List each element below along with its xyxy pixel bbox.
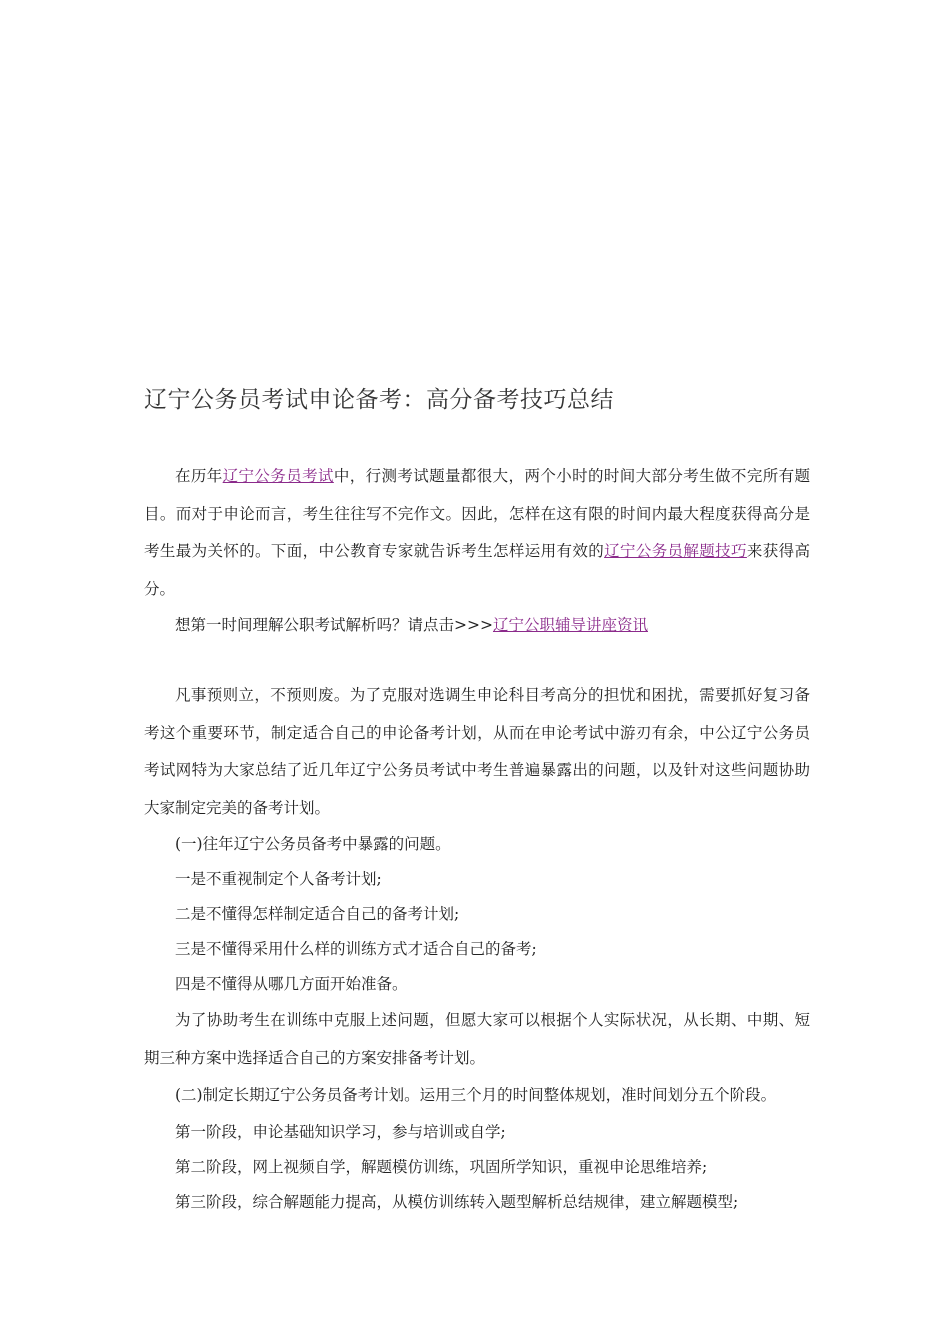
- body-paragraph-1: 凡事预则立，不预则废。为了克服对选调生申论科目考高分的担忧和困扰，需要抓好复习备考这个重要环节，制定适合自己的申论备考计划，从而在申论考试中游刃有余，中公辽宁公务员考试网特为大家总结了近几年辽宁公务员考试中考生普遍暴露出的问题，以及针对这些问题协助大家制定完美的备考计划。: [144, 686, 810, 817]
- stage-item-1: 第一阶段，申论基础知识学习，参与培训或自学;: [175, 1122, 506, 1141]
- section-heading-2: (二)制定长期辽宁公务员备考计划。运用三个月的时间整体规划，准时间划分五个阶段。: [175, 1086, 777, 1104]
- stage-item-2: 第二阶段，网上视频自学，解题模仿训练，巩固所学知识，重视申论思维培养;: [175, 1157, 708, 1176]
- paragraph-gap: [144, 643, 810, 677]
- exam-link[interactable]: 辽宁公务员考试: [222, 467, 334, 485]
- body-paragraph-2: 为了协助考生在训练中克服上述问题，但愿大家可以根据个人实际状况，从长期、中期、短期三种方案中选择适合自己的方案安排备考计划。: [144, 1011, 810, 1067]
- article: [144, 382, 810, 1220]
- problem-item-2: 二是不懂得怎样制定适合自己的备考计划;: [175, 905, 460, 923]
- intro-text-1: 在历年: [175, 467, 223, 485]
- section-heading-1: (一)往年辽宁公务员备考中暴露的问题。: [175, 835, 451, 853]
- problem-item-4: 四是不懂得从哪几方面开始准备。: [175, 975, 408, 993]
- problem-item-3: 三是不懂得采用什么样的训练方式才适合自己的备考;: [175, 940, 537, 958]
- intro-text-2: 中，行测考试题量都很大，两个小时的时间大部分考生做不完所有题目。而对于申论而言，考生往往写不完作文。因此，怎样在这有限的时间内最大程度获得高分是考生最为关怀的。下面，中公教育专家就告诉考生怎样运用有效的: [144, 467, 810, 560]
- promo-paragraph: [144, 608, 810, 643]
- lecture-link[interactable]: 辽宁公职辅导讲座资讯: [492, 616, 648, 634]
- intro-text-3: 来获得高分。: [144, 542, 810, 598]
- stage-item-3: 第三阶段，综合解题能力提高，从模仿训练转入题型解析总结规律，建立解题模型;: [175, 1192, 739, 1211]
- article-title: 辽宁公务员考试申论备考：高分备考技巧总结: [144, 387, 614, 413]
- promo-text: 想第一时间理解公职考试解析吗？请点击>>>: [175, 616, 493, 634]
- problem-item-1: 一是不重视制定个人备考计划;: [175, 870, 382, 888]
- tips-link[interactable]: 辽宁公务员解题技巧: [604, 542, 747, 560]
- intro-paragraph: [144, 458, 810, 608]
